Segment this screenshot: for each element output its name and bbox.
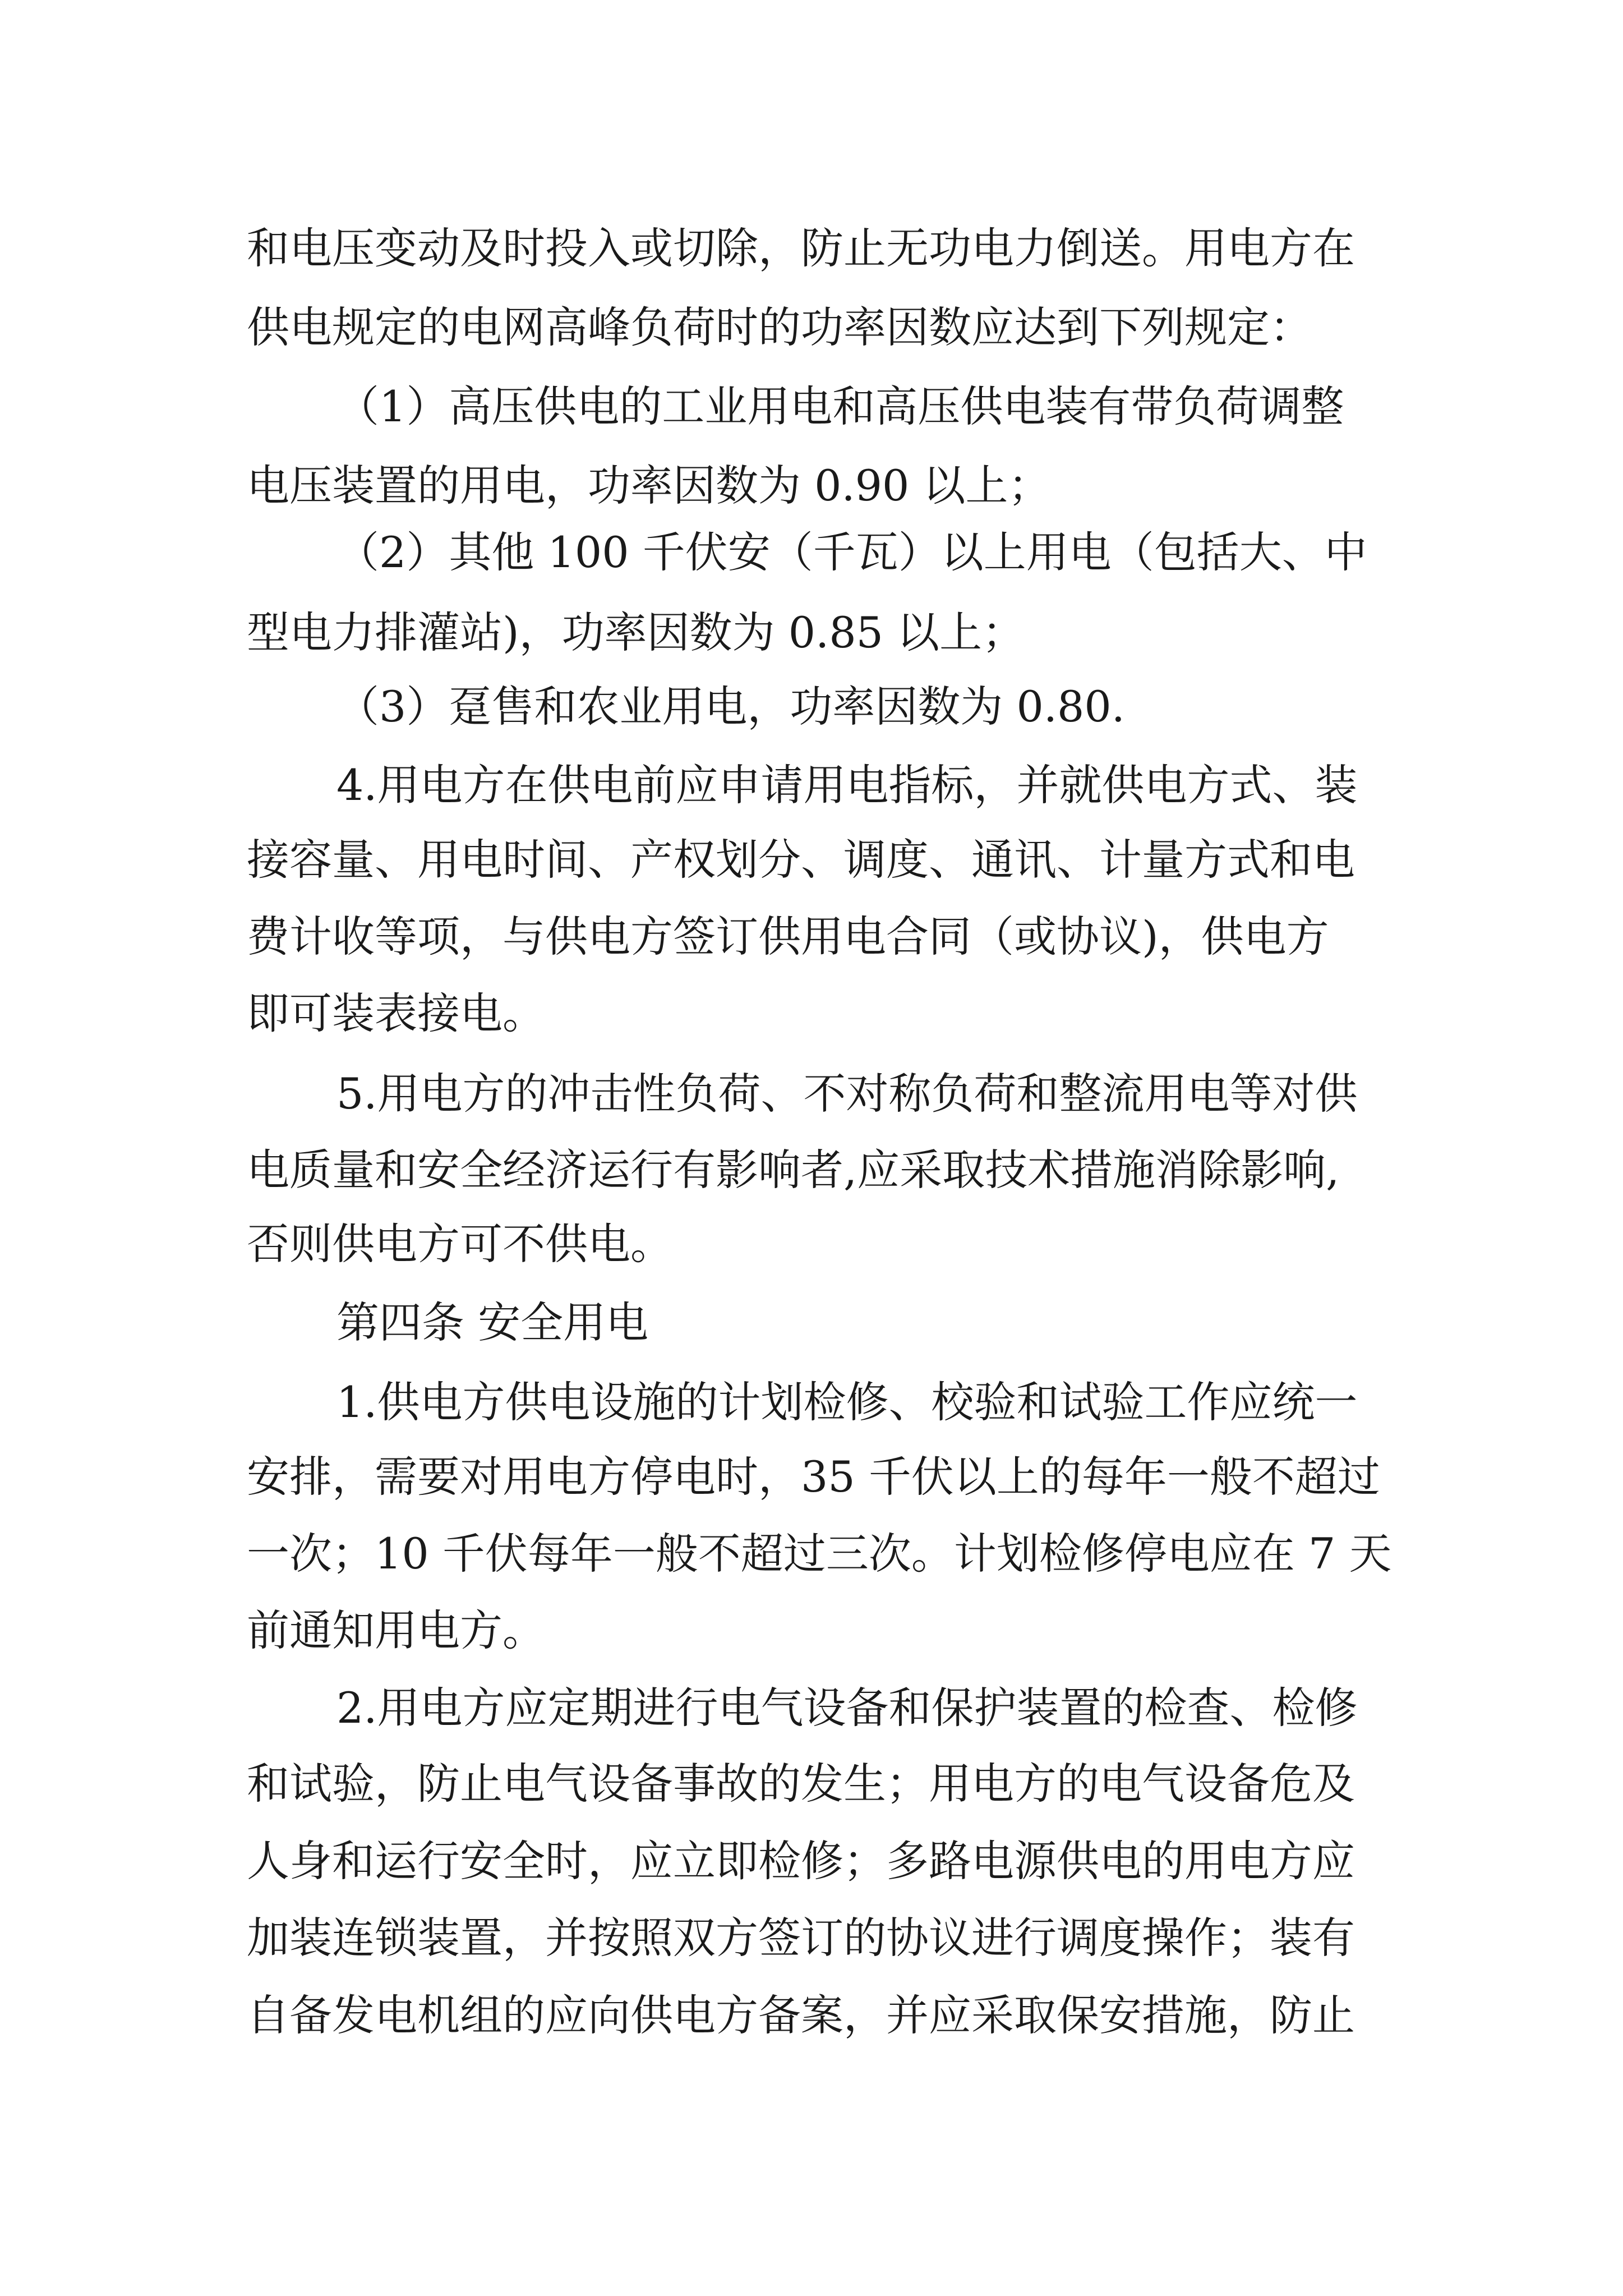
text-line: 供电规定的电网高峰负荷时的功率因数应达到下列规定： — [247, 302, 1312, 352]
text-line: （1）高压供电的工业用电和高压供电装有带负荷调整 — [336, 381, 1344, 431]
text-line: 自备发电机组的应向供电方备案，并应采取保安措施，防止 — [247, 1990, 1355, 2040]
text-line: 前通知用电方。 — [247, 1605, 545, 1655]
text-line: 1.供电方供电设施的计划检修、校验和试验工作应统一 — [336, 1377, 1358, 1427]
text-line: 电质量和安全经济运行有影响者,应采取技术措施消除影响, — [247, 1145, 1340, 1195]
text-line: 费计收等项，与供电方签订供用电合同（或协议)，供电方 — [247, 912, 1329, 961]
text-line: 否则供电方可不供电。 — [247, 1219, 673, 1269]
text-line: 和电压变动及时投入或切除，防止无功电力倒送。用电方在 — [247, 223, 1355, 273]
text-line: 4.用电方在供电前应申请用电指标，并就供电方式、装 — [336, 760, 1358, 810]
text-line: 安排，需要对用电方停电时，35 千伏以上的每年一般不超过 — [247, 1452, 1380, 1502]
text-line: 人身和运行安全时，应立即检修；多路电源供电的用电方应 — [247, 1836, 1355, 1886]
text-line: 和试验，防止电气设备事故的发生；用电方的电气设备危及 — [247, 1759, 1355, 1809]
text-line: 2.用电方应定期进行电气设备和保护装置的检查、检修 — [336, 1683, 1358, 1733]
text-line: 型电力排灌站)，功率因数为 0.85 以上； — [247, 608, 1025, 657]
text-line: 加装连锁装置，并按照双方签订的协议进行调度操作；装有 — [247, 1913, 1355, 1963]
text-line: 5.用电方的冲击性负荷、不对称负荷和整流用电等对供 — [336, 1069, 1358, 1119]
text-line: 接容量、用电时间、产权划分、调度、通讯、计量方式和电 — [247, 835, 1355, 885]
text-line: 一次；10 千伏每年一般不超过三次。计划检修停电应在 7 天 — [247, 1529, 1392, 1579]
text-line: 电压装置的用电，功率因数为 0.90 以上； — [247, 461, 1051, 510]
text-line: （3）趸售和农业用电，功率因数为 0.80. — [336, 682, 1125, 731]
text-line: 即可装表接电。 — [247, 988, 545, 1038]
section-heading: 第四条 安全用电 — [336, 1297, 649, 1347]
text-line: （2）其他 100 千伏安（千瓦）以上用电（包括大、中 — [336, 527, 1367, 577]
